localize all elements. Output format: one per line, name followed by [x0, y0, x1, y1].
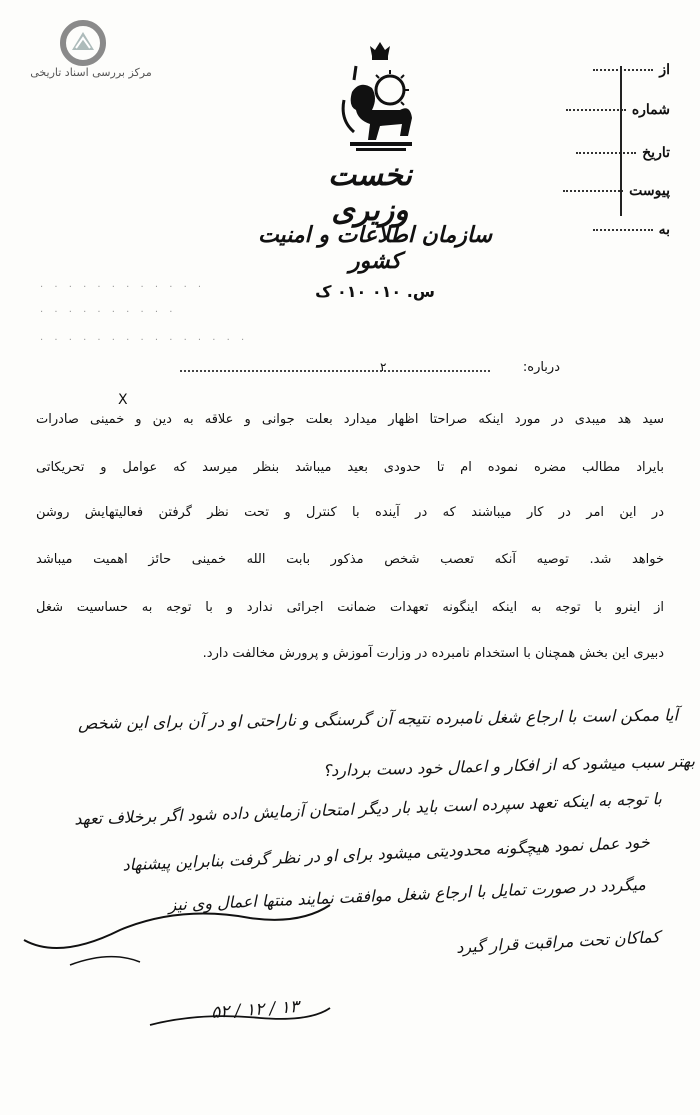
letterhead-title: نخست وزیری: [328, 158, 412, 228]
typed-line: در این امر در کار میباشند که در آینده با کنترل و تحت نظر گرفتن فعالیتهایش روشن: [36, 505, 664, 520]
reference-code: س. ۰۱۰ ۰۱۰ ک: [315, 282, 435, 301]
subject-number: ۲: [380, 360, 387, 374]
typed-line: بایراد مطالب مضره نموده ام تا حدودی بعید میباشد بنظر میرسد که عوامل و تحریکاتی: [36, 460, 664, 475]
field-number: شماره: [566, 102, 670, 118]
faint-line: · · · · · · · · · ·: [40, 307, 177, 318]
handwritten-line: خود عمل نمود هیچگونه محدودیتی میشود برای او در نظر گرفت بنابراین پیشنهاد: [122, 832, 651, 875]
watermark-text: مرکز بررسی اسناد تاریخی: [30, 66, 152, 79]
typed-line: دبیری این بخش همچنان با استخدام نامبرده در وزارت آموزش و پرورش مخالفت دارد.: [202, 646, 664, 661]
field-from: از: [593, 62, 670, 78]
field-to: به: [593, 222, 670, 238]
field-date: تاریخ: [576, 145, 670, 161]
subject-dotted-line: [180, 370, 490, 372]
handwritten-line: آیا ممکن است با ارجاع شغل نامبرده نتیجه آن گرسنگی و ناراحتی او در آن برای این شخص: [77, 705, 679, 733]
handwritten-line: میگردد در صورت تمایل با ارجاع شغل موافقت نمایند منتها اعمال وی نیز: [168, 874, 647, 915]
typed-line: خواهد شد. توصیه آنکه تعصب شخص مذکور بابت الله خمینی حائز اهمیت میباشد: [36, 552, 664, 567]
field-bracket: [620, 66, 628, 216]
organization-name: سازمان اطلاعات و امنیت کشور: [257, 222, 493, 274]
archive-logo-icon: [60, 20, 106, 66]
x-mark: X: [118, 392, 128, 408]
handwritten-line: کماکان تحت مراقبت قرار گیرد: [455, 927, 661, 957]
handwritten-line: با توجه به اینکه تعهد سپرده است باید بار دیگر امتحان آزمایش داده شود اگر برخلاف تعهد: [73, 789, 663, 829]
faint-line: · · · · · · · · · · · · · · ·: [40, 335, 249, 346]
faint-line: · · · · · · · · · · · ·: [40, 282, 206, 293]
subject-label: درباره:: [522, 360, 560, 375]
field-attachment: پیوست: [563, 183, 670, 199]
handwritten-line: بهتر سبب میشود که از افکار و اعمال خود دست بردارد؟: [322, 751, 696, 781]
typed-line: سید هد میبدی در مورد اینکه صراحتا اظهار میدارد بعلت جوانی و علاقه به دین و خمینی صادرات: [36, 412, 664, 427]
lion-and-sun-crest-icon: [330, 40, 430, 160]
typed-line: از اینرو با توجه به اینکه اینگونه تعهدات ضمانت اجرائی ندارد و با توجه به حساسیت شغل: [36, 600, 664, 615]
handwritten-date: ۱۳ / ۱۲ / ۵۲: [210, 996, 300, 1024]
